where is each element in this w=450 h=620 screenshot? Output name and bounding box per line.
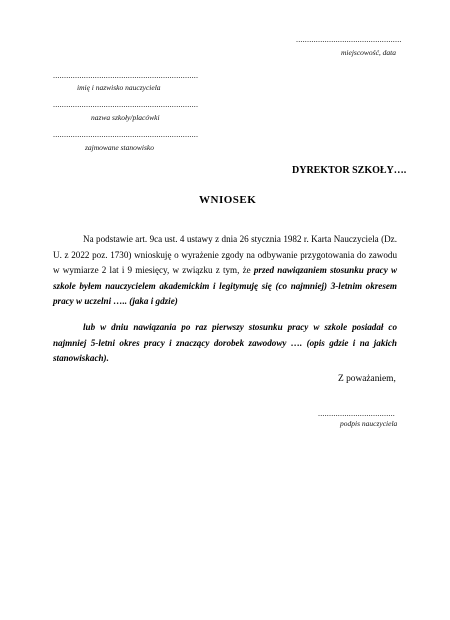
school-name-dots: .................................................................. (53, 100, 199, 109)
school-name-label: nazwa szkoły/placówki (91, 113, 160, 122)
document-title: WNIOSEK (199, 194, 257, 206)
position-dots: .................................................................. (53, 130, 199, 139)
date-place-dots: ................................................ (296, 35, 402, 44)
addressee: DYREKTOR SZKOŁY…. (292, 165, 407, 176)
body-paragraph-1 (53, 232, 397, 310)
date-place-label: miejscowość, data (341, 48, 396, 57)
paragraph-1-plain: Na podstawie art. 9ca ust. 4 ustawy z dnia 26 stycznia 1982 r. Karta Nauczyciela (Dz. U. z 2022 poz. 1730) wnioskuję o wyrażenie zgody na odbywanie przygotowania do zawodu w wymiarze 2 lat i 9 miesięcy, w związku z tym, że (53, 234, 397, 276)
closing-text: Z poważaniem, (338, 374, 396, 384)
paragraph-1-emphasis: przed nawiązaniem stosunku pracy w szkole byłem nauczycielem akademickim i legitymuję się (co najmniej) 3-letnim okresem pracy w uczelni ….. (jaka i gdzie) (53, 265, 398, 307)
teacher-name-dots: .................................................................. (53, 71, 199, 80)
signature-label: podpis nauczyciela (340, 419, 398, 428)
signature-dots: ................................... (318, 409, 395, 418)
paragraph-2-text: lub w dniu nawiązania po raz pierwszy stosunku pracy w szkole posiadał co najmniej 5-letni okres pracy i znaczący dorobek zawodowy …. (opis gdzie i na jakich stanowiskach). (53, 322, 397, 364)
body-paragraph-2 (53, 320, 397, 367)
teacher-name-label: imię i nazwisko nauczyciela (77, 83, 161, 92)
position-label: zajmowane stanowisko (85, 143, 154, 152)
